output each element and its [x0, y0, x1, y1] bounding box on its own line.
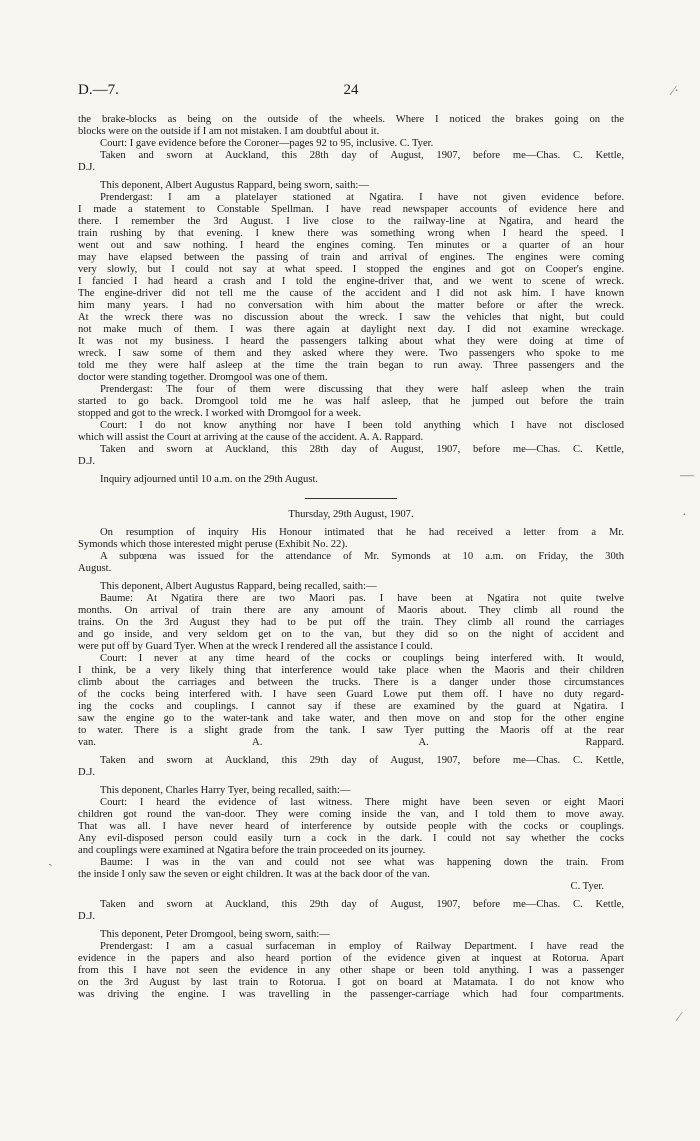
text-line: and couplings were examined at Ngatira before the train proceeded on its journey. — [78, 845, 426, 856]
text-line: This deponent, Peter Dromgool, being sworn, saith:— — [100, 929, 330, 940]
text-line: That was all. I have never heard of interference by outside people with the cocks or couplings. — [78, 821, 624, 832]
body-text — [78, 114, 624, 1001]
text-line: very slowly, but I could not say at what speed. I stopped the engines and got on Cooper's engine. — [78, 264, 624, 275]
text-line: The engine-driver did not tell me the cause of the accident and I did not ask him. I have known — [78, 288, 624, 299]
text-line: Taken and sworn at Auckland, this 28th day of August, 1907, before me—Chas. C. Kettle, — [100, 150, 624, 161]
text-line: At the wreck there was no discussion about the wreck. I saw the vehicles that night, but could — [78, 312, 624, 323]
text-line: doctor were standing together. Dromgool was one of them. — [78, 372, 328, 383]
text-line: I made a statement to Constable Spellman. I have read newspaper accounts of evidence here and — [78, 204, 624, 215]
section-divider — [305, 498, 397, 499]
text-line: months. On arrival of train there are any amount of Maoris about. They climb all round the — [78, 605, 624, 616]
text-line: On resumption of inquiry His Honour intimated that he had received a letter from a Mr. — [100, 527, 624, 538]
page-header — [78, 82, 624, 108]
margin-mark-right-mid-2: · — [682, 508, 687, 523]
text-line: train rushing by that evening. I knew there was something wrong when I heard the speed. I — [78, 228, 624, 239]
text-line: him many years. I had no conversation with him about the matter before or after the wreck. — [78, 300, 624, 311]
text-line: August. — [78, 563, 112, 574]
text-line: to water. There is a slight grade from the tank. I saw Tyer putting the Maoris off at the rear — [78, 725, 624, 736]
text-line: blocks were on the outside if I am not mistaken. I am doubtful about it. — [78, 126, 380, 137]
text-line: saw the engine go to the water-tank and take water, and then move on and stop for the other engine — [78, 713, 624, 724]
text-line: Court: I heard the evidence of last witness. There might have been seven or eight Maori — [100, 797, 624, 808]
text-line: there. I remember the 3rd August. I live close to the railway-line at Ngatira, and heard the — [78, 216, 624, 227]
text-line: trains. On the 3rd August they had to be put off the train. They climb all round the carriages — [78, 617, 624, 628]
margin-mark-left: ˏ — [48, 852, 53, 867]
document-reference: D.—7. — [78, 82, 119, 98]
text-line: Baume: At Ngatira there are two Maori pas. I have been at Ngatira not quite twelve — [100, 593, 624, 604]
text-line: It was not my business. I heard the passengers talking about what they were doing at time of — [78, 336, 624, 347]
text-line: van. A. A. Rappard. — [78, 737, 624, 748]
margin-mark-right-mid: — — [680, 468, 694, 483]
text-line: D.J. — [78, 911, 96, 922]
text-line: Court: I gave evidence before the Coroner—pages 92 to 95, inclusive. C. Tyer. — [100, 138, 434, 149]
page-number: 24 — [343, 82, 359, 98]
text-line: Court: I do not know anything nor have I been told anything which I have not disclosed — [100, 420, 624, 431]
text-line: A subpœna was issued for the attendance of Mr. Symonds at 10 a.m. on Friday, the 30th — [100, 551, 624, 562]
text-line: not make much of them. I was there again at daylight next day. I did not examine wreckage. — [78, 324, 624, 335]
text-line: and go inside, and very seldom get on to the van, but they did so on the night of accident and — [78, 629, 624, 640]
text-line: were put off by Guard Tyer. When at the wreck I rendered all the assistance I could. — [78, 641, 433, 652]
text-line: ing the cocks and couplings. I cannot say if these are examined by the guard at Ngatira. I — [78, 701, 624, 712]
text-line: evidence in the papers and also heard portion of the evidence given at inquest at Rotorua. Apart — [78, 953, 624, 964]
text-line: This deponent, Albert Augustus Rappard, being sworn, saith:— — [100, 180, 369, 191]
text-line: from this I have not seen the evidence in any other shape or been told anything. I was a passenger — [78, 965, 624, 976]
text-line: went out and saw nothing. I heard the engines coming. Ten minutes or a quarter of an hour — [78, 240, 624, 251]
text-line: Any evil-disposed person could easily turn a cock in the dark. I could not say whether the cocks — [78, 833, 624, 844]
text-line: D.J. — [78, 767, 96, 778]
text-line: Prendergast: I am a platelayer stationed at Ngatira. I have not given evidence before. — [100, 192, 624, 203]
text-line: on the 3rd August by last train to Rotorua. I got on board at Matamata. I do not know who — [78, 977, 624, 988]
text-line: Taken and sworn at Auckland, this 29th day of August, 1907, before me—Chas. C. Kettle, — [100, 755, 624, 766]
text-line: stopped and got to the wreck. I worked with Dromgool for a week. — [78, 408, 362, 419]
text-line: I think, be a very likely thing that interference would take place when the Maoris and their children — [78, 665, 624, 676]
text-line: This deponent, Charles Harry Tyer, being recalled, saith:— — [100, 785, 351, 796]
margin-mark-top-right: ⁄· — [672, 84, 679, 99]
text-line: Inquiry adjourned until 10 a.m. on the 29th August. — [100, 474, 319, 485]
text-line: the inside I only saw the seven or eight children. It was at the back door of the van. — [78, 869, 430, 880]
text-line: may have elapsed between the passing of train and arrival of engines. The engines were coming — [78, 252, 624, 263]
text-line: Baume: I was in the van and could not see what was happening down the train. From — [100, 857, 624, 868]
text-line: started to go back. Dromgool told me he was half asleep, that he jumped out before the train — [78, 396, 624, 407]
text-line: This deponent, Albert Augustus Rappard, being recalled, saith:— — [100, 581, 377, 592]
text-line: Prendergast: I am a casual surfaceman in employ of Railway Department. I have read the — [100, 941, 624, 952]
text-line: climb about the carriages and between the trucks. There is a danger under those circumstances — [78, 677, 624, 688]
text-line: Taken and sworn at Auckland, this 28th day of August, 1907, before me—Chas. C. Kettle, — [100, 444, 624, 455]
text-line: I fancied I had heard a crash and I told the engine-driver that, and we went to scene of wreck. — [78, 276, 624, 287]
text-line: of the cocks being interfered with. I have seen Guard Lowe put them off. I have no duty regard- — [78, 689, 624, 700]
text-line: Court: I never at any time heard of the cocks or couplings being interfered with. It would, — [100, 653, 624, 664]
text-line: the brake-blocks as being on the outside of the wheels. Where I noticed the brakes going on the — [78, 114, 624, 125]
text-line: children got round the van-door. They were coming inside the van, and I told them to move away. — [78, 809, 624, 820]
signature-line: C. Tyer. — [570, 881, 604, 892]
section-heading: Thursday, 29th August, 1907. — [288, 509, 414, 520]
document-page — [78, 82, 624, 1001]
text-line: was driving the engine. I was travelling in the passenger-carriage which had four compartments. — [78, 989, 624, 1000]
text-line: D.J. — [78, 162, 96, 173]
text-line: wreck. I saw some of them and they asked where they were. Two passengers who spoke to me — [78, 348, 624, 359]
text-line: Prendergast: The four of them were discussing that they were half asleep when the train — [100, 384, 624, 395]
text-line: Taken and sworn at Auckland, this 29th day of August, 1907, before me—Chas. C. Kettle, — [100, 899, 624, 910]
text-line: which will assist the Court at arriving at the cause of the accident. A. A. Rappard. — [78, 432, 424, 443]
margin-mark-bottom-right: ⁄ — [678, 1010, 681, 1025]
text-line: D.J. — [78, 456, 96, 467]
text-line: told me they were half asleep at the time the train began to run away. Three passengers and the — [78, 360, 624, 371]
text-line: Symonds which those interested might peruse (Exhibit No. 22). — [78, 539, 348, 550]
